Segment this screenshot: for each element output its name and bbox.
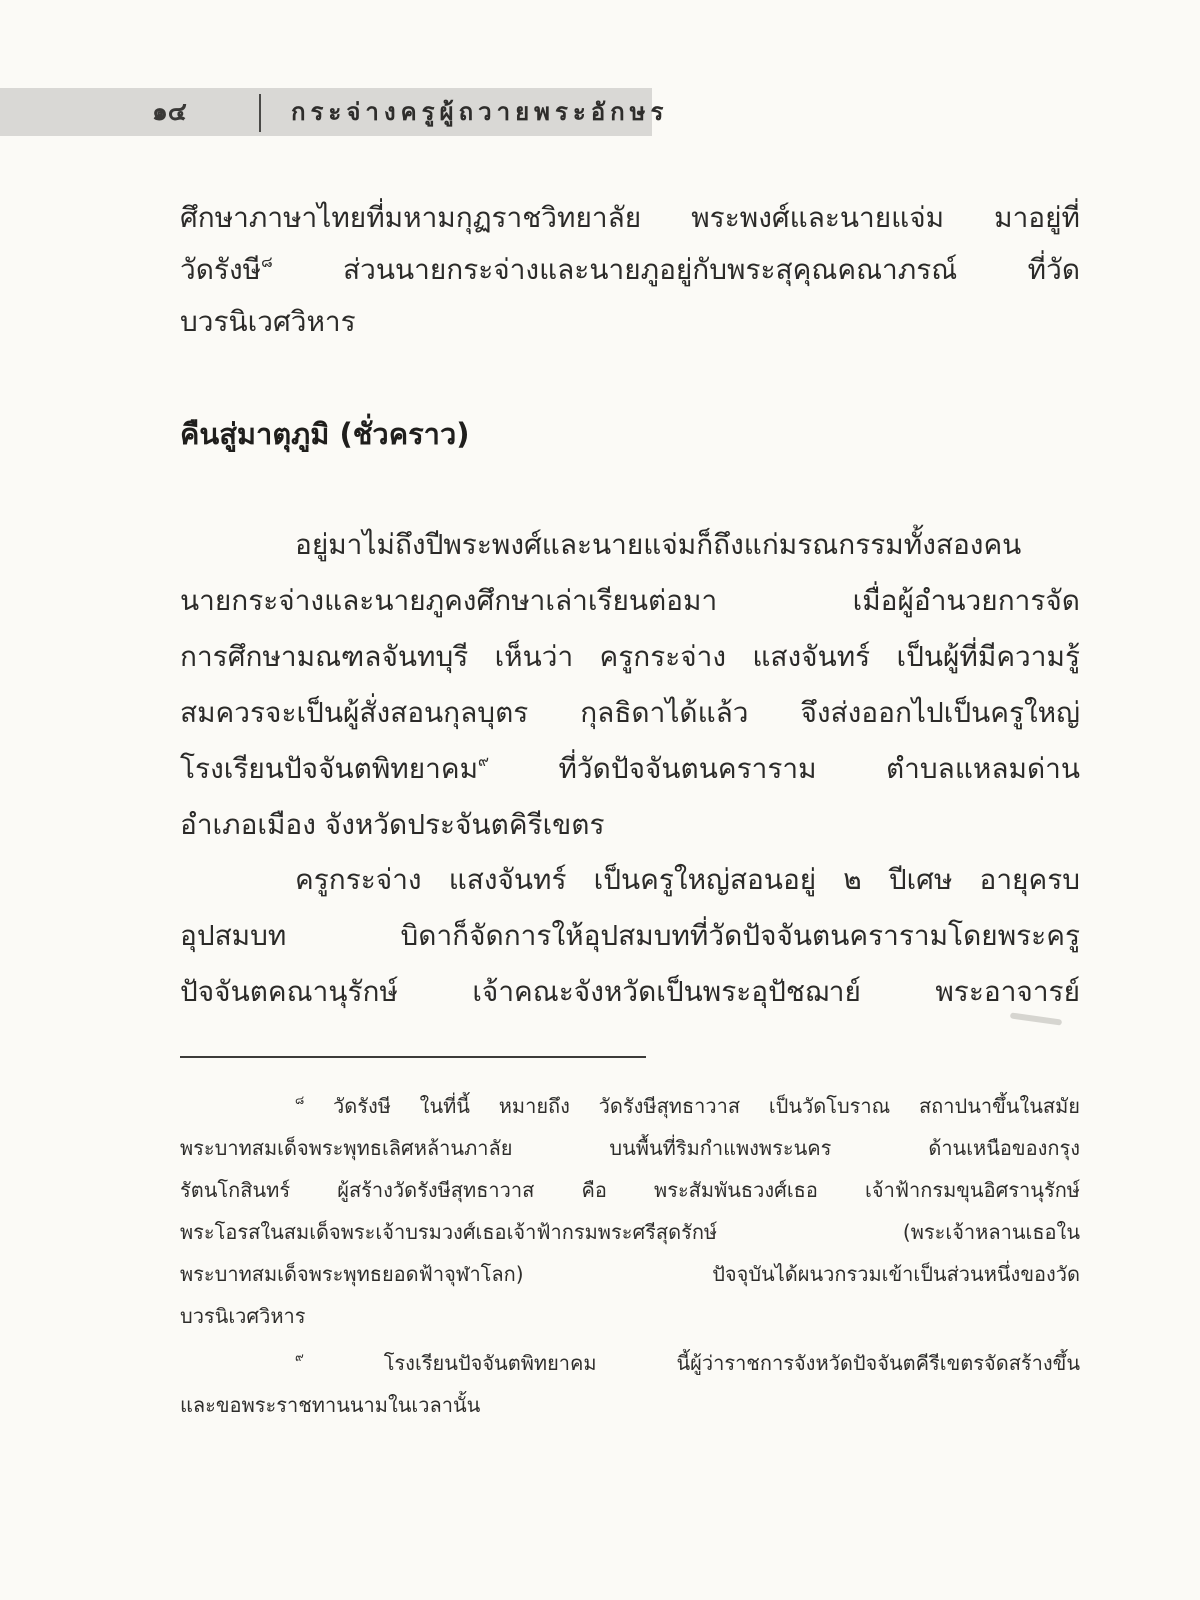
- intro-line: [180, 302, 1080, 342]
- paragraph-line: [180, 916, 1080, 956]
- footnote-line-text: พระโอรสในสมเด็จพระเจ้าบรมวงศ์เธอเจ้าฟ้ากรมพระศรีสุดรักษ์ (พระเจ้าหลานเธอใน: [180, 1220, 1080, 1244]
- footnote-line-text: โรงเรียนปัจจันตพิทยาคม นี้ผู้ว่าราชการจังหวัดปัจจันตคีรีเขตรจัดสร้างขึ้น: [303, 1351, 1080, 1375]
- footnote-line: [295, 1088, 1080, 1124]
- paper-smudge: [1010, 1012, 1062, 1025]
- footnote-line: [180, 1387, 1080, 1423]
- footnote-line-text: และขอพระราชทานนามในเวลานั้น: [180, 1393, 481, 1417]
- footnote-line: [180, 1172, 1080, 1208]
- book-title: กระจ่างครูผู้ถวายพระอักษร: [291, 98, 669, 126]
- paragraph-line: [295, 860, 1080, 900]
- footnote-line: [180, 1130, 1080, 1166]
- footnote-marker: ๘: [261, 253, 273, 271]
- page-number: ๑๔: [152, 97, 187, 126]
- paragraph-line: [180, 972, 1080, 1012]
- footnote-rule: [180, 1056, 646, 1058]
- paragraph-line: [295, 525, 1080, 565]
- paragraph-line: [180, 805, 1080, 845]
- footnote-line-text: บวรนิเวศวิหาร: [180, 1304, 306, 1328]
- intro-line-text: ศึกษาภาษาไทยที่มหามกุฏราชวิทยาลัย พระพงศ์และนายแจ่ม มาอยู่ที่: [180, 201, 1080, 234]
- intro-line-text: บวรนิเวศวิหาร: [180, 305, 356, 338]
- header-divider: [259, 94, 261, 132]
- footnote-line: [180, 1256, 1080, 1292]
- paragraph-line-text: ที่วัดปัจจันตนคราราม ตำบลแหลมด่าน: [489, 752, 1080, 785]
- paragraph-line: [180, 693, 1080, 733]
- intro-line-text: ส่วนนายกระจ่างและนายภูอยู่กับพระสุคุณคณาภรณ์ ที่วัด: [272, 253, 1080, 286]
- paragraph-line: [180, 749, 1080, 789]
- paragraph-line-text: อำเภอเมือง จังหวัดประจันตคิรีเขตร: [180, 808, 605, 841]
- footnote-marker: ๙: [295, 1350, 304, 1364]
- paragraph-line-text: ปัจจันตคณานุรักษ์ เจ้าคณะจังหวัดเป็นพระอุปัชฌาย์ พระอาจารย์: [180, 975, 1080, 1008]
- paragraph-line: [180, 637, 1080, 677]
- footnote-line: [180, 1214, 1080, 1250]
- paragraph-line-text: สมควรจะเป็นผู้สั่งสอนกุลบุตร กุลธิดาได้แล้ว จึงส่งออกไปเป็นครูใหญ่: [180, 696, 1080, 729]
- intro-line: [180, 250, 1080, 290]
- intro-line-text: วัดรังษี: [180, 253, 262, 286]
- paragraph-line: [180, 581, 1080, 621]
- footnote-line: [295, 1345, 1080, 1381]
- paragraph-line-text: การศึกษามณฑลจันทบุรี เห็นว่า ครูกระจ่าง แสงจันทร์ เป็นผู้ที่มีความรู้: [180, 640, 1080, 673]
- paragraph-line-text: โรงเรียนปัจจันตพิทยาคม: [180, 752, 479, 785]
- paragraph-line-text: อยู่มาไม่ถึงปีพระพงศ์และนายแจ่มก็ถึงแก่มรณกรรมทั้งสองคน: [295, 528, 1022, 561]
- footnote-line: [180, 1298, 1080, 1334]
- footnote-line-text: วัดรังษี ในที่นี้ หมายถึง วัดรังษีสุทธาวาส เป็นวัดโบราณ สถาปนาขึ้นในสมัย: [304, 1094, 1080, 1118]
- section-heading: คืนสู่มาตุภูมิ (ชั่วคราว): [180, 417, 470, 451]
- paragraph-line-text: ครูกระจ่าง แสงจันทร์ เป็นครูใหญ่สอนอยู่ ๒ ปีเศษ อายุครบ: [295, 863, 1080, 896]
- footnote-line-text: พระบาทสมเด็จพระพุทธยอดฟ้าจุฬาโลก) ปัจจุบันได้ผนวกรวมเข้าเป็นส่วนหนึ่งของวัด: [180, 1262, 1080, 1286]
- footnote-marker: ๙: [478, 752, 490, 770]
- footnote-line-text: พระบาทสมเด็จพระพุทธเลิศหล้านภาลัย บนพื้นที่ริมกำแพงพระนคร ด้านเหนือของกรุง: [180, 1136, 1080, 1160]
- footnote-marker: ๘: [295, 1093, 305, 1107]
- intro-line: [180, 198, 1080, 238]
- paragraph-line-text: อุปสมบท บิดาก็จัดการให้อุปสมบทที่วัดปัจจันตนครารามโดยพระครู: [180, 919, 1080, 952]
- running-header: [0, 88, 669, 136]
- footnote-line-text: รัตนโกสินทร์ ผู้สร้างวัดรังษีสุทธาวาส คือ พระสัมพันธวงศ์เธอ เจ้าฟ้ากรมขุนอิศรานุรักษ์: [180, 1178, 1080, 1202]
- paragraph-line-text: นายกระจ่างและนายภูคงศึกษาเล่าเรียนต่อมา เมื่อผู้อำนวยการจัด: [180, 584, 1080, 617]
